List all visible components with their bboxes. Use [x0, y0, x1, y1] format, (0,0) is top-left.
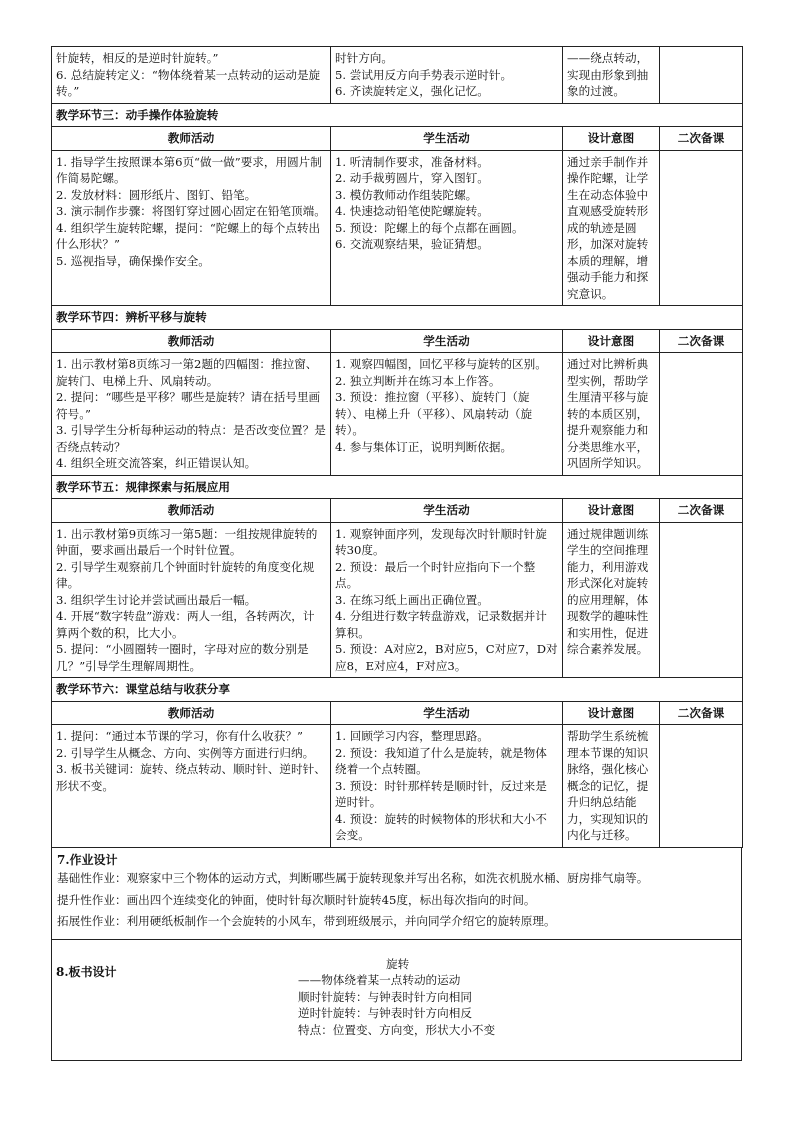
section-title-row — [52, 306, 743, 330]
teacher-step: 3. 演示制作步骤：将图钉穿过圆心固定在铅笔顶端。 — [56, 204, 326, 218]
second-prep-cell — [660, 47, 743, 104]
design-intent-cell: ——绕点转动，实现由形象到抽象的过渡。 — [563, 47, 660, 104]
teacher-step: 2. 发放材料：圆形纸片、图钉、铅笔。 — [56, 187, 257, 202]
column-header-row — [52, 329, 743, 353]
section-title-row — [52, 103, 743, 127]
header-teacher-activity: 教师活动 — [52, 499, 331, 523]
teacher-step: 3. 板书关键词：旋转、绕点转动、顺时针、逆时针、形状不变。 — [56, 762, 326, 793]
activity-row — [52, 353, 743, 476]
student-step: 4. 快速捻动铅笔使陀螺旋转。 — [335, 204, 489, 218]
section-title: 教学环节三：动手操作体验旋转 — [52, 103, 743, 127]
teacher-step: 4. 组织全班交流答案，纠正错误认知。 — [56, 456, 257, 470]
student-step: 1. 观察四幅图，回忆平移与旋转的区别。 — [335, 357, 547, 371]
lesson-plan-table — [51, 46, 743, 848]
column-header-row — [52, 499, 743, 523]
activity-row — [52, 150, 743, 306]
student-step: 5. 预设：陀螺上的每个点都在画圆。 — [335, 220, 524, 235]
teacher-step: 2. 引导学生从概念、方向、实例等方面进行归纳。 — [56, 745, 315, 760]
teacher-step: 1. 提问：“通过本节课的学习，你有什么收获？” — [56, 729, 303, 743]
column-header-row — [52, 127, 743, 151]
teacher-step: 4. 开展“数字转盘”游戏：两人一组，各转两次，计算两个数的积，比大小。 — [56, 609, 315, 640]
student-step: 4. 参与集体订正，说明判断依据。 — [335, 439, 513, 454]
teacher-activity-cell — [52, 353, 331, 476]
board-title: 旋转 — [386, 956, 410, 971]
teacher-step: 1. 出示教材第8页练习一第2题的四幅图：推拉窗、旋转门、电梯上升、风扇转动。 — [56, 357, 318, 388]
header-second-prep: 二次备课 — [660, 329, 743, 353]
section-title-row — [52, 678, 743, 702]
student-step: 3. 预设：推拉窗（平移）、旋转门（旋转）、电梯上升（平移）、风扇转动（旋转）。 — [335, 390, 533, 437]
continued-row — [52, 47, 743, 104]
board-design-content — [298, 956, 495, 1039]
student-step: 4. 分组进行数字转盘游戏，记录数据并计算积。 — [335, 609, 547, 640]
teacher-step: 1. 出示教材第9页练习一第5题：一组按规律旋转的钟面，要求画出最后一个时针位置。 — [56, 526, 318, 557]
homework-table — [51, 848, 742, 1061]
activity-row — [52, 725, 743, 848]
header-student-activity: 学生活动 — [331, 329, 563, 353]
header-student-activity: 学生活动 — [331, 701, 563, 725]
board-line: ——物体绕着某一点转动的运动 — [298, 973, 461, 987]
teacher-step: 4. 组织学生旋转陀螺，提问：“陀螺上的每个点转出什么形状？” — [56, 220, 321, 251]
second-prep-cell — [660, 725, 743, 848]
teacher-step: 5. 巡视指导，确保操作安全。 — [56, 253, 210, 268]
teacher-step: 2. 提问：“哪些是平移？哪些是旋转？请在括号里画符号。” — [56, 390, 321, 421]
board-line: 顺时针旋转：与钟表时针方向相同 — [298, 989, 472, 1004]
teacher-step: 2. 引导学生观察前几个钟面时针旋转的角度变化规律。 — [56, 559, 315, 590]
student-step: 4. 预设：旋转的时候物体的形状和大小不会变。 — [335, 811, 547, 842]
student-step: 1. 听清制作要求，准备材料。 — [335, 154, 489, 169]
design-intent-cell — [563, 725, 660, 848]
header-teacher-activity: 教师活动 — [52, 701, 331, 725]
design-intent-text: 通过亲手制作并操作陀螺，让学生在动态体验中直观感受旋转形成的轨迹是圆形，加深对旋转本质的理解，增强动手能力和探究意识。 — [567, 154, 649, 301]
header-second-prep: 二次备课 — [660, 701, 743, 725]
student-step: 2. 预设：最后一个时针应指向下一个整点。 — [335, 559, 536, 590]
student-step: 3. 模仿教师动作组装陀螺。 — [335, 187, 478, 202]
student-step: 3. 在练习纸上画出正确位置。 — [335, 592, 489, 607]
teacher-activity-cell — [52, 522, 331, 678]
teacher-activity-cell: 针旋转，相反的是逆时针旋转。” 6. 总结旋转定义：“物体绕着某一点转动的运动是旋转。” — [52, 47, 331, 104]
design-intent-cell — [563, 522, 660, 678]
student-step: 2. 动手裁剪圆片，穿入图钉。 — [335, 171, 489, 185]
column-header-row — [52, 701, 743, 725]
homework-extension: 拓展性作业：利用硬纸板制作一个会旋转的小风车，带到班级展示，并向同学介绍它的旋转原理。 — [57, 914, 556, 928]
section-title: 教学环节五：规律探索与拓展应用 — [52, 475, 743, 499]
design-intent-text: 通过对比辨析典型实例，帮助学生厘清平移与旋转的本质区别，提升观察能力和分类思维水平，巩固所学知识。 — [567, 357, 649, 470]
second-prep-cell — [660, 522, 743, 678]
student-step: 5. 预设：A对应2，B对应5，C对应7，D对应8，E对应4，F对应3。 — [335, 642, 558, 673]
section-title-row — [52, 475, 743, 499]
student-step: 1. 观察钟面序列，发现每次时针顺时针旋转30度。 — [335, 526, 547, 557]
student-step: 2. 独立判断并在练习本上作答。 — [335, 373, 501, 388]
header-student-activity: 学生活动 — [331, 127, 563, 151]
header-teacher-activity: 教师活动 — [52, 127, 331, 151]
board-line: 特点：位置变、方向变，形状大小不变 — [298, 1022, 496, 1037]
homework-advanced: 提升性作业：画出四个连续变化的钟面，使时针每次顺时针旋转45度，标出每次指向的时间。 — [57, 892, 536, 907]
header-design-intent: 设计意图 — [563, 127, 660, 151]
teacher-step: 1. 指导学生按照课本第6页“做一做”要求，用圆片制作简易陀螺。 — [56, 154, 322, 185]
board-design-section — [52, 939, 742, 1060]
student-activity-cell — [331, 522, 563, 678]
student-activity-cell: 时针方向。 5. 尝试用反方向手势表示逆时针。 6. 齐读旋转定义，强化记忆。 — [331, 47, 563, 104]
teacher-step: 3. 引导学生分析每种运动的特点：是否改变位置？是否绕点转动？ — [56, 423, 326, 454]
teacher-step: 5. 提问：“小圆圈转一圈时，字母对应的数分别是几？”引导学生理解周期性。 — [56, 642, 309, 673]
board-design-label: 8.板书设计 — [56, 964, 117, 979]
header-design-intent: 设计意图 — [563, 499, 660, 523]
header-design-intent: 设计意图 — [563, 329, 660, 353]
student-step: 3. 预设：时针那样转是顺时针，反过来是逆时针。 — [335, 778, 547, 809]
lesson-plan-page — [51, 46, 742, 1061]
homework-title: 7.作业设计 — [57, 852, 118, 867]
section-title: 教学环节四：辨析平移与旋转 — [52, 306, 743, 330]
design-intent-cell — [563, 150, 660, 306]
board-line: 逆时针旋转：与钟表时针方向相反 — [298, 1006, 472, 1020]
student-step: 2. 预设：我知道了什么是旋转，就是物体绕着一个点转圈。 — [335, 745, 547, 776]
header-second-prep: 二次备课 — [660, 499, 743, 523]
student-activity-cell — [331, 150, 563, 306]
header-student-activity: 学生活动 — [331, 499, 563, 523]
activity-row — [52, 522, 743, 678]
header-teacher-activity: 教师活动 — [52, 329, 331, 353]
header-design-intent: 设计意图 — [563, 701, 660, 725]
second-prep-cell — [660, 150, 743, 306]
teacher-activity-cell — [52, 150, 331, 306]
design-intent-cell — [563, 353, 660, 476]
student-activity-cell — [331, 725, 563, 848]
design-intent-text: 通过规律题训练学生的空间推理能力，利用游戏形式深化对旋转的应用理解，体现数学的趣味性和实用性，促进综合素养发展。 — [567, 526, 649, 656]
student-step: 1. 回顾学习内容，整理思路。 — [335, 729, 489, 743]
design-intent-text: 帮助学生系统梳理本节课的知识脉络，强化核心概念的记忆，提升归纳总结能力，实现知识的内化与迁移。 — [567, 729, 649, 842]
homework-section — [52, 848, 742, 940]
second-prep-cell — [660, 353, 743, 476]
section-title: 教学环节六：课堂总结与收获分享 — [52, 678, 743, 702]
homework-basic: 基础性作业：观察家中三个物体的运动方式，判断哪些属于旋转现象并写出名称，如洗衣机脱水桶、厨房排气扇等。 — [57, 871, 649, 885]
student-step: 6. 交流观察结果，验证猜想。 — [335, 237, 489, 251]
student-activity-cell — [331, 353, 563, 476]
header-second-prep: 二次备课 — [660, 127, 743, 151]
teacher-activity-cell — [52, 725, 331, 848]
teacher-step: 3. 组织学生讨论并尝试画出最后一幅。 — [56, 592, 257, 607]
